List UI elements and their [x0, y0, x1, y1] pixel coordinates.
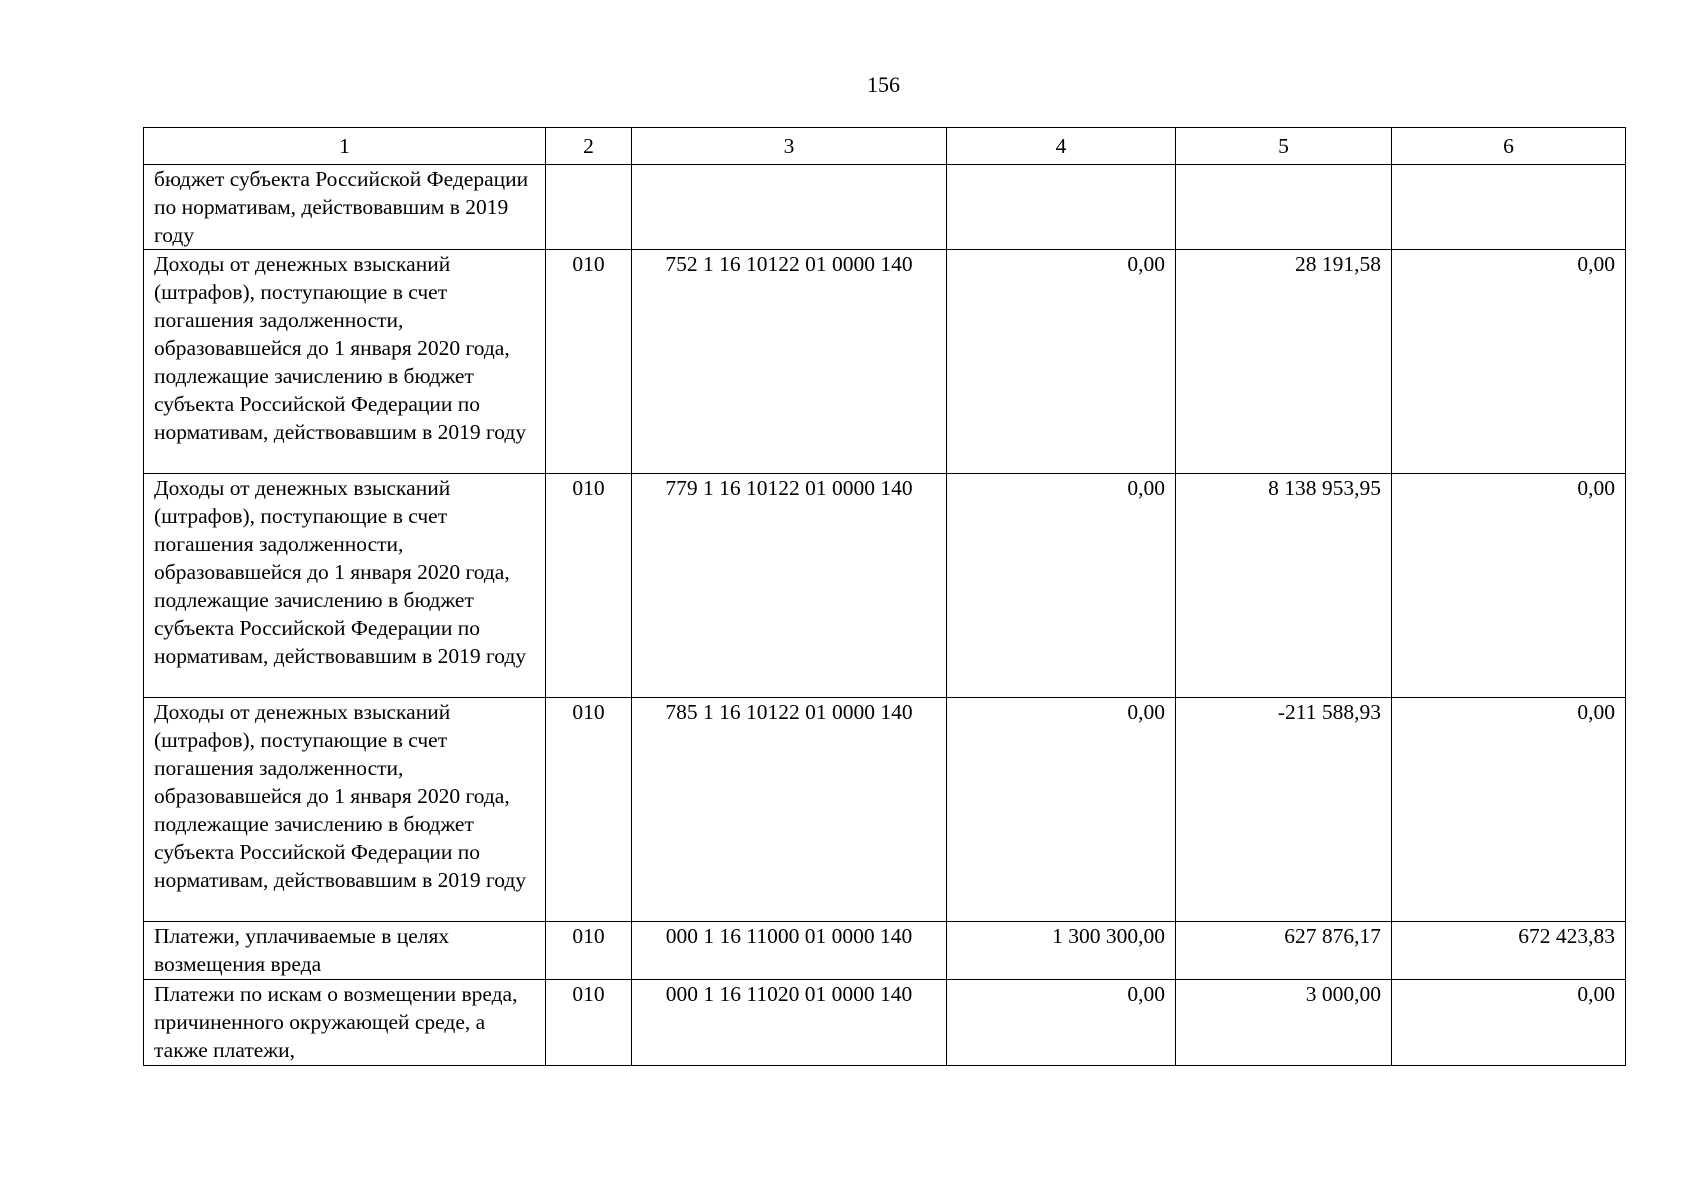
row-value4-cell: 0,00: [947, 698, 1176, 922]
row-value5-cell: -211 588,93: [1176, 698, 1392, 922]
row-code-cell: [546, 165, 632, 250]
row-name-cell: Доходы от денежных взысканий (штрафов), поступающие в счет погашения задолженности, образовавшейся до 1 января 2020 года, подлежащие зачислению в бюджет субъекта Российской Федерации по нормативам, действовавшим в 2019 году: [144, 250, 546, 474]
row-value6-cell: 672 423,83: [1392, 922, 1626, 980]
row-value4-cell: 0,00: [947, 250, 1176, 474]
row-code-cell: 010: [546, 698, 632, 922]
row-code-cell: 010: [546, 474, 632, 698]
table-row: [144, 165, 1626, 250]
column-header: 3: [632, 128, 947, 165]
table-header-row: [144, 128, 1626, 165]
row-name-cell: Платежи по искам о возмещении вреда, причиненного окружающей среде, а также платежи,: [144, 980, 546, 1066]
row-value4-cell: 1 300 300,00: [947, 922, 1176, 980]
page-number: 156: [867, 72, 900, 97]
row-value4-cell: [947, 165, 1176, 250]
table-row: [144, 474, 1626, 698]
row-value5-cell: [1176, 165, 1392, 250]
row-name-cell: бюджет субъекта Российской Федерации по нормативам, действовавшим в 2019 году: [144, 165, 546, 250]
row-kbk-cell: [632, 165, 947, 250]
row-kbk-cell: 752 1 16 10122 01 0000 140: [632, 250, 947, 474]
row-code-cell: 010: [546, 250, 632, 474]
table-row: [144, 980, 1626, 1066]
row-name-cell: Доходы от денежных взысканий (штрафов), поступающие в счет погашения задолженности, образовавшейся до 1 января 2020 года, подлежащие зачислению в бюджет субъекта Российской Федерации по нормативам, действовавшим в 2019 году: [144, 474, 546, 698]
column-header: 2: [546, 128, 632, 165]
row-kbk-cell: 785 1 16 10122 01 0000 140: [632, 698, 947, 922]
row-value5-cell: 3 000,00: [1176, 980, 1392, 1066]
row-value6-cell: [1392, 165, 1626, 250]
row-value5-cell: 627 876,17: [1176, 922, 1392, 980]
row-value5-cell: 28 191,58: [1176, 250, 1392, 474]
column-header: 1: [144, 128, 546, 165]
row-kbk-cell: 000 1 16 11020 01 0000 140: [632, 980, 947, 1066]
column-header: 5: [1176, 128, 1392, 165]
row-value5-cell: 8 138 953,95: [1176, 474, 1392, 698]
table-row: [144, 250, 1626, 474]
row-value4-cell: 0,00: [947, 474, 1176, 698]
row-kbk-cell: 779 1 16 10122 01 0000 140: [632, 474, 947, 698]
row-value6-cell: 0,00: [1392, 980, 1626, 1066]
row-value6-cell: 0,00: [1392, 250, 1626, 474]
column-header: 6: [1392, 128, 1626, 165]
row-value6-cell: 0,00: [1392, 474, 1626, 698]
revenue-table: [143, 127, 1626, 1066]
table-row: [144, 922, 1626, 980]
row-kbk-cell: 000 1 16 11000 01 0000 140: [632, 922, 947, 980]
row-name-cell: Платежи, уплачиваемые в целях возмещения вреда: [144, 922, 546, 980]
row-code-cell: 010: [546, 922, 632, 980]
row-value6-cell: 0,00: [1392, 698, 1626, 922]
row-name-cell: Доходы от денежных взысканий (штрафов), поступающие в счет погашения задолженности, образовавшейся до 1 января 2020 года, подлежащие зачислению в бюджет субъекта Российской Федерации по нормативам, действовавшим в 2019 году: [144, 698, 546, 922]
column-header: 4: [947, 128, 1176, 165]
row-code-cell: 010: [546, 980, 632, 1066]
table-row: [144, 698, 1626, 922]
row-value4-cell: 0,00: [947, 980, 1176, 1066]
